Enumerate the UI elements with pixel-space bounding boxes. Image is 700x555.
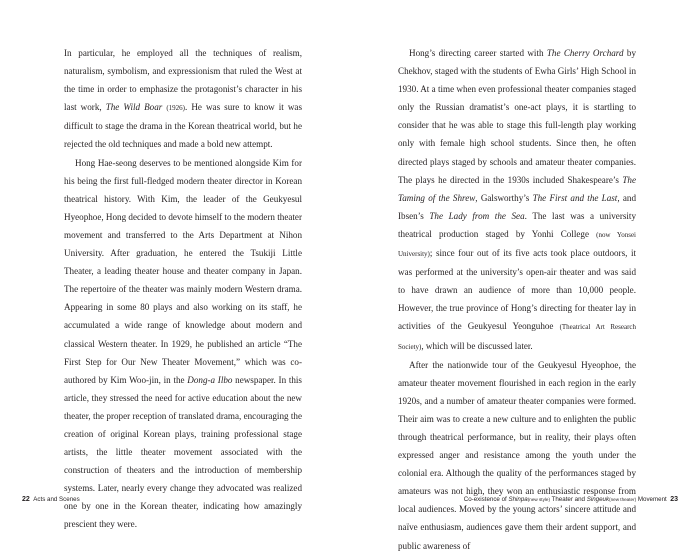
page-number: 23 xyxy=(670,496,678,503)
left-footer xyxy=(22,496,80,503)
paragraph: Hong’s directing career started with The Cherry Orchard by Chekhov, staged with the students of Ewha Girls’ High School in 1930. At a time when even professional theater companies staged only the Russian dramatist’s one-act plays, it is startling to consider that he was able to stage this full-length play working only with female high school students. Since then, he often directed plays staged by schools and amateur theater companies. The plays he directed in the 1930s included Shakespeare’s The Taming of the Shrew, Galsworthy’s The First and the Last, and Ibsen’s The Lady from the Sea. The last was a university theatrical production staged by Yonhi College (now Yonsei University); since four out of its five acts took place outdoors, it was performed at the university’s open-air theater and was said to have drawn an audience of more than 10,000 people. However, the true province of Hong’s directing for theater lay in activities of the Geukyesul Yeonguhoe (Theatrical Art Research Society), which will be discussed later. xyxy=(398,48,637,351)
left-page-text xyxy=(64,44,302,534)
page-number: 22 xyxy=(22,496,30,503)
right-page-text xyxy=(398,44,636,555)
running-title: Acts and Scenes xyxy=(33,496,80,503)
play-title: The Taming of the Shrew xyxy=(398,174,636,203)
play-title: The Cherry Orchard xyxy=(546,48,624,58)
paragraph: After the nationwide tour of the Geukyesul Hyeophoe, the amateur theater movement flourished in each region in the early 1920s, and a number of amateur theater companies were formed. Their aim was to create a new culture and to enlighten the public through theatrical performance, but in reality, their plays often expressed anger and resistance among the youth under the colonial era. Although the quality of the performances staged by amateurs was not high, they won an enthusiastic response from local audiences. Moved by the young actors’ sincere attitude and naïve enthusiasm, audiences gave them their ardent support, and public awareness of xyxy=(398,359,636,551)
parenthetical-note: (now Yonsei University) xyxy=(398,230,636,259)
parenthetical-note: (Theatrical Art Research Society) xyxy=(398,323,637,351)
work-title: The Wild Boar xyxy=(105,102,163,113)
year-note: (1926) xyxy=(166,104,186,113)
paragraph: Hong Hae-seong deserves to be mentioned alongside Kim for his being the first full-fledged modern theater director in Korean theatrical history. With Kim, the leader of the Geukyesul Hyeophoe, Hong decided to devote himself to the modern theater movement and transferred to the Arts Department at Nihon University. After graduation, he entered the Tsukiji Little Theater, a leading theater house and theater company in Japan. The repertoire of the theater was mainly modern Western drama. Appearing in some 80 plays and also working on its staff, he accumulated a wide range of knowledge about modern and classical Western theater. In 1929, he published an article “The First Step for Our New Theater Movement,” which was co-authored by Kim Woo-jin, in the Dong-a Ilbo newspaper. In this article, they stressed the need for active education about the new theater, the proper reception of translated drama, encouraging the creation of original Korean plays, training professional stage artists, the little theater movement associated with the construction of theaters and the introduction of membership systems. Later, nearly every change they advocated was realized one by one in the Korean theater, indicating how amazingly prescient they were. xyxy=(64,157,302,530)
play-title: The First and the Last xyxy=(532,192,618,203)
right-footer: Co-existence of Shinpa(new style) Theater and Singeuk(new theater) Movement 23 xyxy=(463,496,678,503)
play-title: The Lady from the Sea xyxy=(429,210,525,221)
newspaper-title: Dong-a Ilbo xyxy=(187,374,233,385)
paragraph: In particular, he employed all the techniques of realism, naturalism, symbolism, and expressionism that ruled the West at the time in order to emphasize the protagonist’s character in his last work, The Wild Boar (1926). He was sure to know it was difficult to stage the drama in the Korean theatrical world, but he rejected the old techniques and made a bold new attempt. xyxy=(64,48,302,150)
